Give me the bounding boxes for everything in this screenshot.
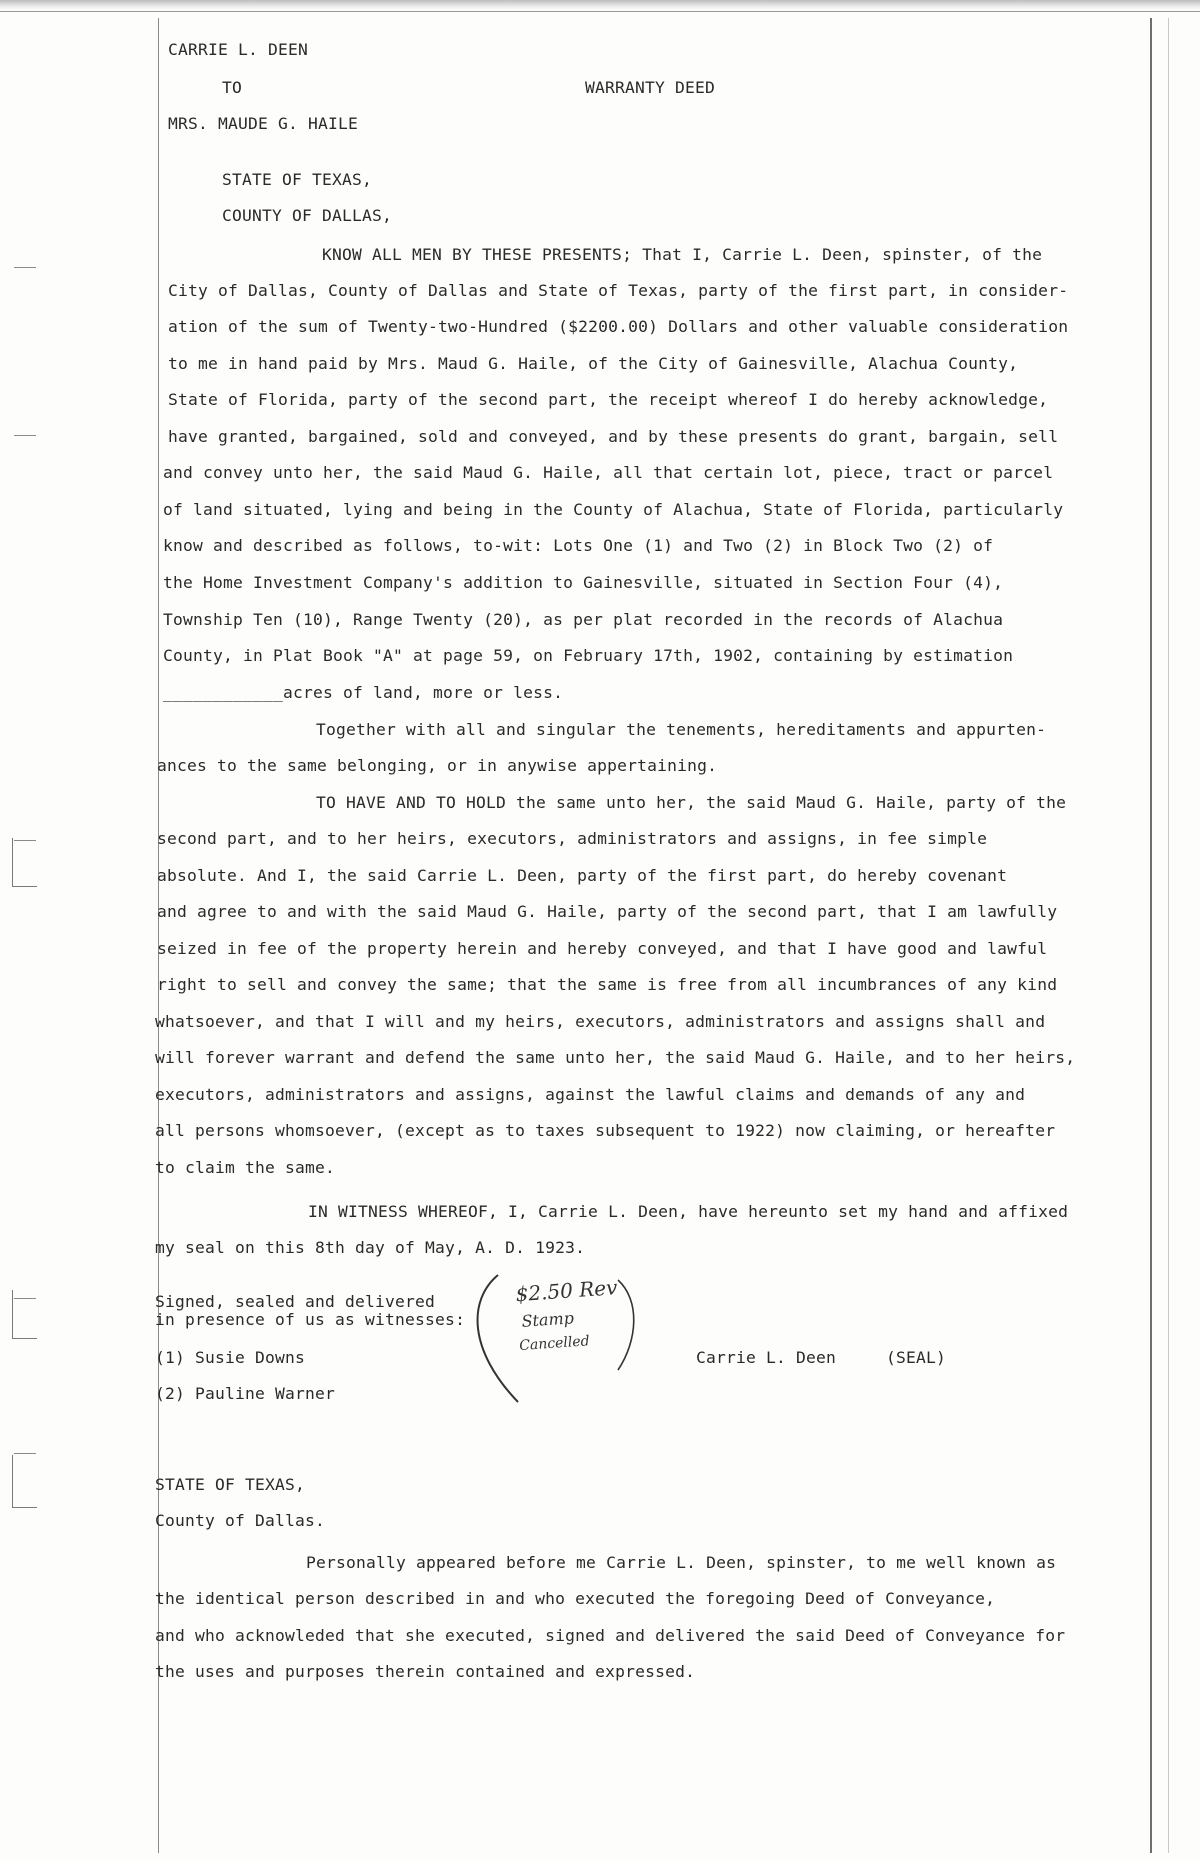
right-margin-rule [1150,18,1152,1853]
body-line: City of Dallas, County of Dallas and State of Texas, party of the first part, in consider- [168,281,1069,300]
stamp-note-line: Stamp [520,1308,575,1331]
grantor-signature: Carrie L. Deen [696,1348,837,1367]
body-line: County, in Plat Book "A" at page 59, on February 17th, 1902, containing by estimation [163,646,1014,665]
body-line: all persons whomsoever, (except as to taxes subsequent to 1922) now claiming, or hereafter [155,1121,1056,1140]
binding-mark [14,1298,36,1299]
body-line: second part, and to her heirs, executors, administrators and assigns, in fee simple [157,829,988,848]
body-line: IN WITNESS WHEREOF, I, Carrie L. Deen, have hereunto set my hand and affixed [308,1202,1069,1221]
ack-county: County of Dallas. [155,1511,326,1530]
ack-line: the identical person described in and who executed the foregoing Deed of Conveyance, [155,1589,996,1608]
body-line: TO HAVE AND TO HOLD the same unto her, the said Maud G. Haile, party of the [316,793,1067,812]
ack-line: Personally appeared before me Carrie L. Deen, spinster, to me well known as [306,1553,1057,1572]
venue-state: STATE OF TEXAS, [222,170,373,189]
body-line: the Home Investment Company's addition to Gainesville, situated in Section Four (4), [163,573,1004,592]
body-line: ation of the sum of Twenty-two-Hundred ($2200.00) Dollars and other valuable consideration [168,317,1069,336]
binding-mark [12,838,37,887]
witness-2: (2) Pauline Warner [155,1384,336,1403]
scan-top-edge [0,0,1200,10]
left-margin-rule [158,18,159,1853]
binding-mark [14,840,36,841]
body-line: and convey unto her, the said Maud G. Haile, all that certain lot, piece, tract or parcel [163,463,1054,482]
body-line: seized in fee of the property herein and hereby conveyed, and that I have good and lawful [157,939,1048,958]
ack-line: and who acknowleded that she executed, signed and delivered the said Deed of Conveyance for [155,1626,1066,1645]
body-line: Township Ten (10), Range Twenty (20), as per plat recorded in the records of Alachua [163,610,1004,629]
to-label: TO [222,78,243,97]
binding-mark [14,1453,36,1454]
body-line: executors, administrators and assigns, against the lawful claims and demands of any and [155,1085,1026,1104]
body-line: right to sell and convey the same; that the same is free from all incumbrances of any kind [157,975,1058,994]
body-line: and agree to and with the said Maud G. Haile, party of the second part, that I am lawfully [157,902,1058,921]
body-line: to claim the same. [155,1158,336,1177]
body-line: will forever warrant and defend the same unto her, the said Maud G. Haile, and to her heirs, [155,1048,1076,1067]
grantor-name: CARRIE L. DEEN [168,40,309,59]
venue-county: COUNTY OF DALLAS, [222,206,393,225]
body-line: have granted, bargained, sold and conveyed, and by these presents do grant, bargain, sell [168,427,1059,446]
binding-mark [14,267,36,268]
body-line: of land situated, lying and being in the County of Alachua, State of Florida, particularly [163,500,1064,519]
body-line: know and described as follows, to-wit: Lots One (1) and Two (2) in Block Two (2) of [163,536,994,555]
witness-intro: Signed, sealed and delivered [155,1292,436,1311]
body-line: my seal on this 8th day of May, A. D. 1923. [155,1238,586,1257]
ack-line: the uses and purposes therein contained and expressed. [155,1662,696,1681]
ack-state: STATE OF TEXAS, [155,1475,306,1494]
right-edge-rule [1168,18,1169,1853]
body-line: Together with all and singular the tenements, hereditaments and appurten- [316,720,1047,739]
witness-1: (1) Susie Downs [155,1348,306,1367]
body-line: absolute. And I, the said Carrie L. Deen, party of the first part, do hereby covenant [157,866,1008,885]
stamp-note-line: Cancelled [518,1333,591,1355]
witness-intro: in presence of us as witnesses: [155,1310,466,1329]
seal-label: (SEAL) [886,1348,947,1367]
scan-top-rule [0,11,1200,12]
body-line: to me in hand paid by Mrs. Maud G. Haile, of the City of Gainesville, Alachua County, [168,354,1019,373]
grantee-name: MRS. MAUDE G. HAILE [168,114,359,133]
binding-mark [14,435,36,436]
binding-mark [12,1455,37,1508]
body-line: whatsoever, and that I will and my heirs, executors, administrators and assigns shall and [155,1012,1046,1031]
body-line: ances to the same belonging, or in anywise appertaining. [157,756,718,775]
stamp-note-line: $2.50 Rev [514,1275,619,1307]
body-line: KNOW ALL MEN BY THESE PRESENTS; That I, Carrie L. Deen, spinster, of the [322,245,1043,264]
body-line: ____________acres of land, more or less. [163,683,564,702]
document-title: WARRANTY DEED [585,78,716,97]
stamp-note [497,1273,658,1379]
body-line: State of Florida, party of the second part, the receipt whereof I do hereby acknowledge, [168,390,1049,409]
